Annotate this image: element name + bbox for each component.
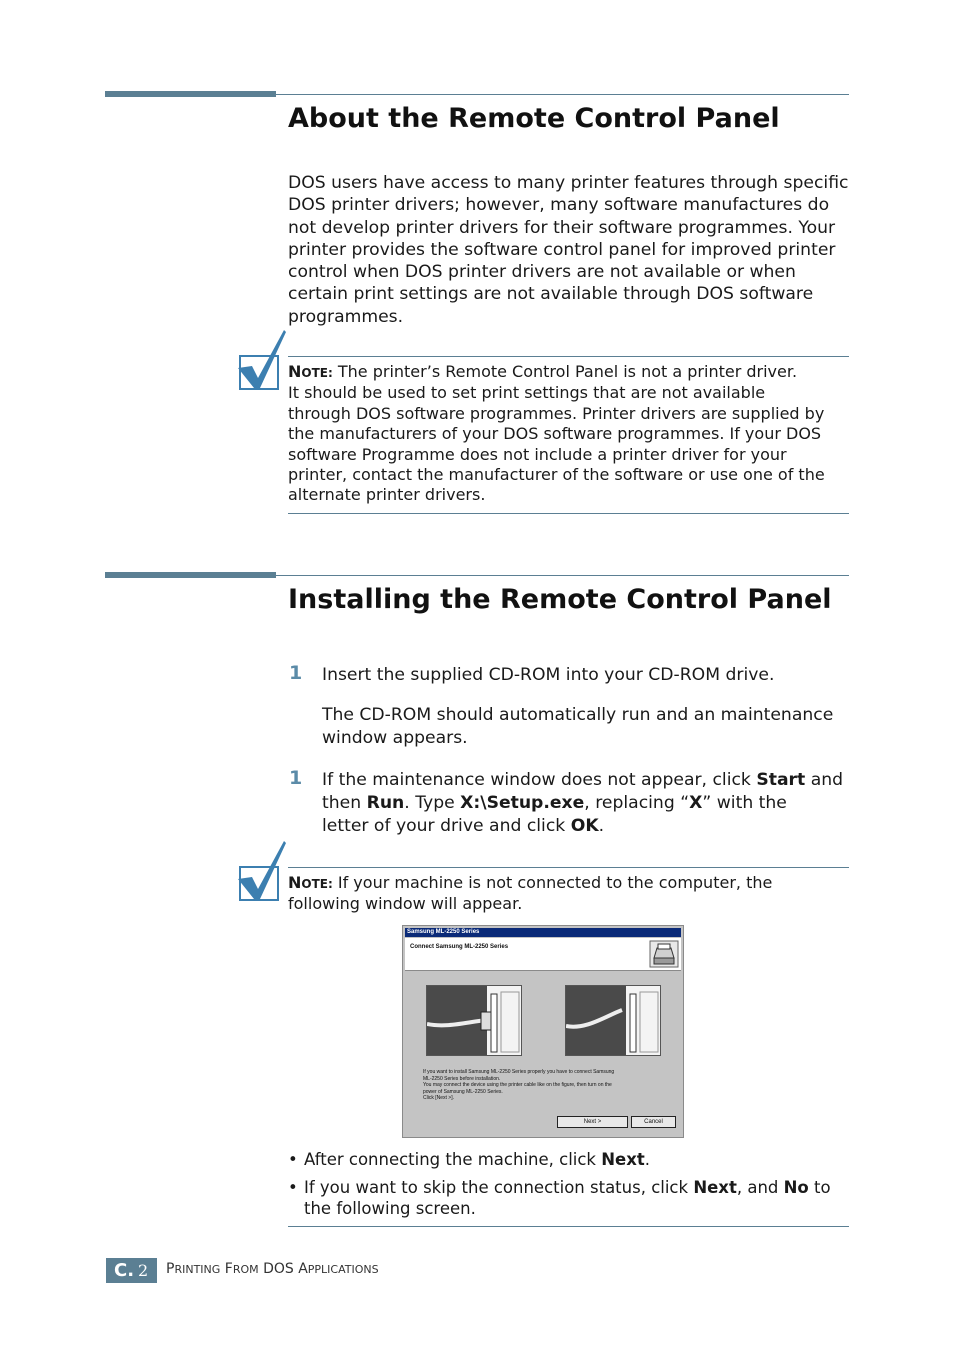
section-rule-thick (105, 572, 276, 578)
note-line: the manufacturers of your DOS software programmes. If your DOS (288, 424, 822, 444)
connect-dialog-screenshot (402, 925, 684, 1138)
step-line: then Run. Type X:\Setup.exe, replacing “X” with the (322, 793, 787, 813)
bullet-item (288, 1178, 853, 1219)
chapter-letter: C. (114, 1260, 135, 1281)
cable-figure-right (565, 985, 661, 1056)
step-subtext-line: window appears. (322, 728, 468, 748)
paragraph-line: programmes. (288, 306, 404, 327)
paragraph-line: not develop printer drivers for their software programmes. Your (288, 217, 836, 238)
note-line: following window will appear. (288, 894, 523, 914)
section-rule-thick (105, 91, 276, 97)
section-rule-thin (276, 575, 849, 576)
dialog-header (405, 938, 681, 971)
paragraph-line: DOS printer drivers; however, many software manufactures do (288, 195, 830, 216)
step-line: If the maintenance window does not appear, click Start and (322, 770, 844, 790)
checkmark-icon (236, 328, 288, 392)
bullet-line: the following screen. (304, 1198, 476, 1218)
intro-paragraph (288, 172, 853, 328)
step-subtext (322, 704, 852, 750)
paragraph-line: control when DOS printer drivers are not available or when (288, 262, 796, 283)
section-title: Installing the Remote Control Panel (288, 584, 832, 615)
paragraph-line: certain print settings are not available through DOS software (288, 284, 814, 305)
cable-figure-icon (566, 986, 661, 1056)
note-line: printer, contact the manufacturer of the software or use one of the (288, 465, 825, 485)
note-line: NOTE: The printer’s Remote Control Panel is not a printer driver. (288, 362, 798, 381)
step-number: 1 (289, 767, 303, 789)
paragraph-line: printer provides the software control panel for improved printer (288, 239, 836, 260)
note-line: NOTE: If your machine is not connected to the computer, the (288, 873, 773, 892)
note-line: software Programme does not include a printer driver for your (288, 444, 787, 464)
step-number: 1 (289, 662, 303, 684)
dialog-message-line: Click [Next >]. (423, 1095, 454, 1101)
note-label: NOTE: (288, 362, 333, 381)
note-block (288, 873, 853, 915)
step-text (322, 769, 852, 838)
dialog-next-button: Next > (557, 1116, 628, 1128)
dialog-message-line: ML-2250 Series before installation. (423, 1075, 501, 1082)
note-block (288, 362, 853, 506)
bullet-dot: • (288, 1178, 298, 1197)
bullet-dot: • (288, 1150, 298, 1169)
step-line: letter of your drive and click OK. (322, 816, 605, 836)
step-subtext-line: The CD-ROM should automatically run and an maintenance (322, 705, 834, 725)
bullet-item: • After connecting the machine, click Next. (288, 1150, 651, 1169)
note-rule-top (288, 356, 849, 357)
dialog-titlebar: Samsung ML-2250 Series (405, 928, 681, 937)
dialog-message-line: If you want to install Samsung ML-2250 Series properly you have to connect Samsung (423, 1069, 615, 1075)
note-line: through DOS software programmes. Printer drivers are supplied by (288, 403, 825, 423)
step-text: Insert the supplied CD-ROM into your CD-ROM drive. (322, 665, 775, 685)
page-number: 2 (138, 1261, 149, 1280)
checkmark-icon (236, 839, 288, 903)
note-rule-bottom (288, 513, 849, 514)
dialog-message-line: power of Samsung ML-2250 Series. (423, 1088, 503, 1095)
note-label: NOTE: (288, 873, 333, 892)
note-rule-bottom (288, 1226, 849, 1227)
dialog-cancel-button: Cancel (631, 1116, 676, 1128)
cable-figure-icon (427, 986, 522, 1056)
running-footer-title: PRINTING FROM DOS APPLICATIONS (166, 1261, 379, 1277)
note-line: It should be used to set print settings that are not available (288, 383, 766, 403)
dialog-message (423, 1069, 663, 1102)
dialog-message-line: You may connect the device using the printer cable like on the figure, then turn on the (423, 1082, 612, 1088)
paragraph-line: DOS users have access to many printer features through specific (288, 173, 849, 193)
note-line: alternate printer drivers. (288, 485, 486, 505)
note-rule-top (288, 867, 849, 868)
section-title: About the Remote Control Panel (288, 103, 780, 134)
section-rule-thin (276, 94, 849, 95)
dialog-header-text: Connect Samsung ML-2250 Series (410, 944, 509, 950)
cable-figure-left (426, 985, 522, 1056)
page-number-badge (106, 1258, 157, 1283)
printer-icon (649, 940, 679, 968)
bullet-line: If you want to skip the connection status, click Next, and No to (304, 1178, 831, 1197)
